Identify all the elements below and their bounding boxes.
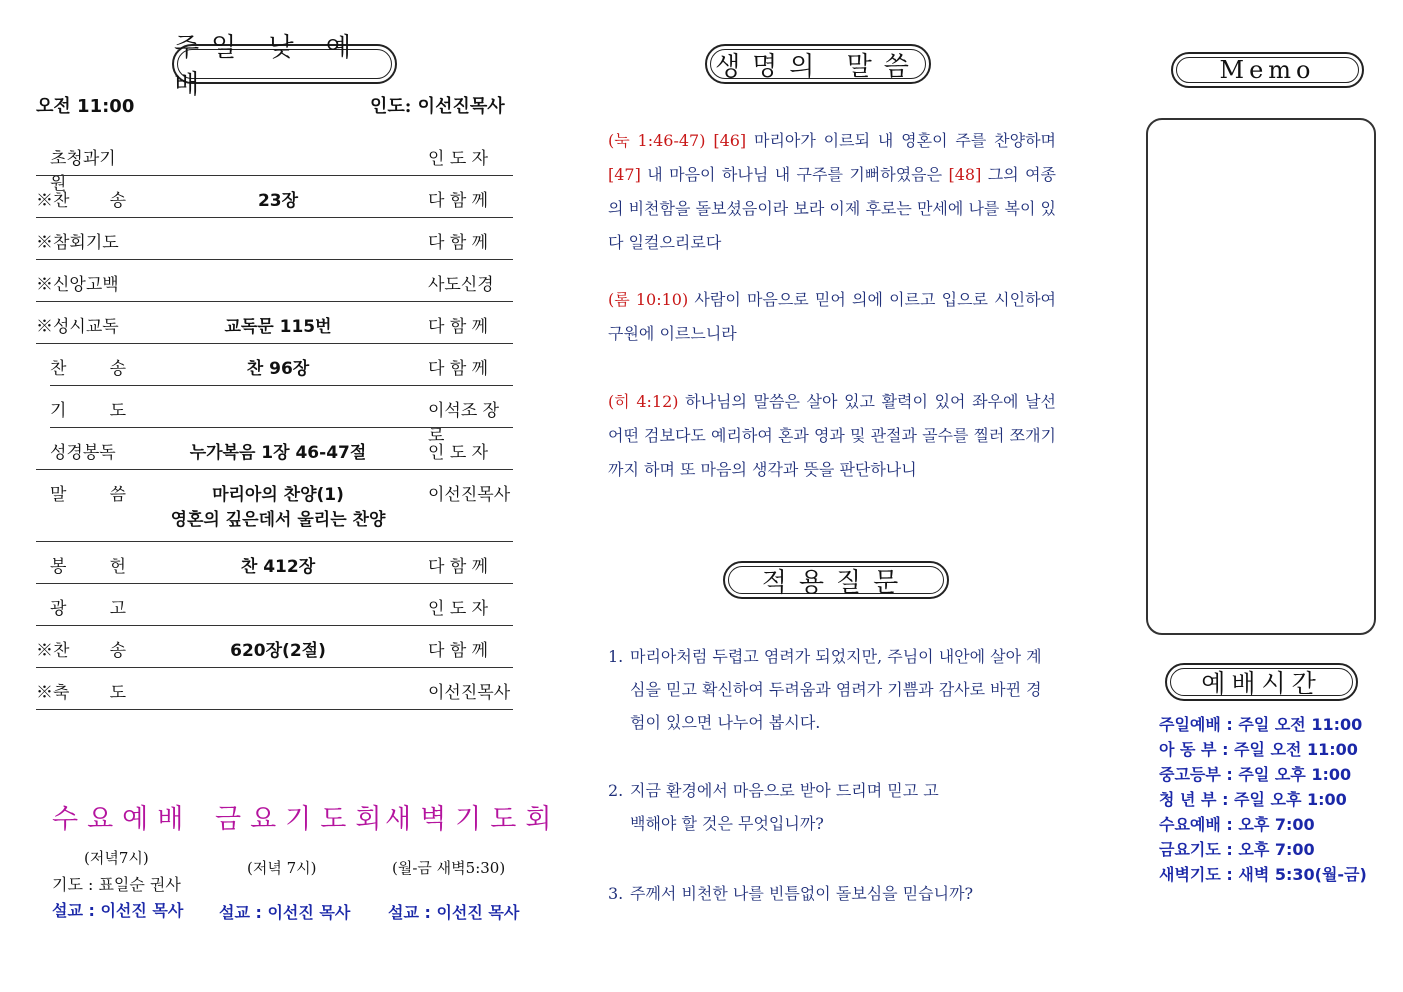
question-num: 2. xyxy=(608,781,624,800)
service-row xyxy=(36,386,513,446)
service-row-label: ※신앙고백 xyxy=(36,275,119,295)
service-row-label: 성경봉독 xyxy=(50,443,116,463)
wed-time: (저녁7시) xyxy=(84,849,149,867)
question-text: 지금 환경에서 마음으로 받아 드리며 믿고 고백해야 할 것은 무엇입니까? xyxy=(630,781,939,833)
verse-ref: (히 4:12) xyxy=(608,392,679,411)
service-row-item: 찬 96장 xyxy=(246,359,310,379)
service-row-label: 봉 헌 xyxy=(50,557,126,577)
wed-title: 수요예배 xyxy=(52,804,193,835)
service-row-person: 다 함 께 xyxy=(428,359,489,379)
service-row-person: 다 함 께 xyxy=(428,557,489,577)
service-row xyxy=(36,176,513,218)
verse-text: 그의 여종의 비천함을 돌보셨음이라 보라 이제 후로는 만세에 나를 복이 있다 일컬으리로다 xyxy=(608,165,1056,252)
service-row-label: ※찬 송 xyxy=(36,191,126,211)
dawn-time: (월-금 새벽5:30) xyxy=(392,859,506,877)
service-row-person: 다 함 께 xyxy=(428,233,489,253)
question-2 xyxy=(608,774,1056,840)
service-row-label: 찬 송 xyxy=(50,359,126,379)
time-item: 아 동 부 : 주일 오전 11:00 xyxy=(1159,740,1358,759)
service-row-person: 다 함 께 xyxy=(428,641,489,661)
service-row-label: ※찬 송 xyxy=(36,641,126,661)
verse-hebrews xyxy=(608,385,1056,487)
service-row-person: 인 도 자 xyxy=(428,443,489,463)
service-row xyxy=(36,428,513,470)
memo-title-banner xyxy=(1171,52,1364,88)
times-title: 예배시간 xyxy=(1201,669,1322,698)
verse-ref: (롬 10:10) xyxy=(608,290,689,309)
service-row xyxy=(36,302,513,344)
apply-title: 적용질문 xyxy=(761,567,911,598)
times-title-banner xyxy=(1165,663,1358,701)
service-row-label: 기 도 xyxy=(50,401,126,421)
question-3 xyxy=(608,877,1056,910)
service-title-banner xyxy=(172,33,397,100)
memo-title: Memo xyxy=(1219,56,1316,84)
service-row xyxy=(36,626,513,668)
service-row-item: 누가복음 1장 46-47절 xyxy=(189,443,367,463)
fri-title: 금요기도회 xyxy=(215,804,391,835)
service-row-person: 인 도 자 xyxy=(428,599,489,619)
service-leader: 인도: 이선진목사 xyxy=(370,96,505,117)
service-row xyxy=(36,542,513,584)
verse-text: 하나님의 말씀은 살아 있고 활력이 있어 좌우에 날선 어떤 검보다도 예리하여 혼과 영과 및 관절과 골수를 찔러 쪼개기까지 하며 또 마음의 생각과 뜻을 판단하나니 xyxy=(608,392,1057,479)
service-row-person: 인 도 자 xyxy=(428,149,489,169)
question-num: 1. xyxy=(608,647,624,666)
verse-num: [46] xyxy=(713,131,747,150)
verse-text: 사람이 마음으로 믿어 의에 이르고 입으로 시인하여 구원에 이르느니라 xyxy=(608,290,1057,343)
question-1 xyxy=(608,640,1056,739)
service-row-item: 마리아의 찬양(1) 영혼의 깊은데서 울리는 찬양 xyxy=(170,485,386,530)
verse-ref: (눅 1:46-47) xyxy=(608,131,706,150)
service-row-label: 말 씀 xyxy=(50,485,126,505)
service-row-label: 광 고 xyxy=(50,599,126,619)
time-item: 청 년 부 : 주일 오후 1:00 xyxy=(1159,790,1347,809)
service-row xyxy=(36,134,513,194)
service-row xyxy=(36,218,513,260)
worship-times xyxy=(1159,712,1367,887)
service-row-person: 사도신경 xyxy=(428,275,494,295)
service-row-person: 이선진목사 xyxy=(428,485,511,505)
verse-text: 마리아가 이르되 내 영혼이 주를 찬양하며 xyxy=(746,131,1056,150)
dawn-sermon: 설교 : 이선진 목사 xyxy=(388,903,520,922)
service-row xyxy=(36,584,513,626)
service-row-label: 초청과기원 xyxy=(50,149,116,194)
memo-box xyxy=(1146,118,1376,635)
wed-sermon: 설교 : 이선진 목사 xyxy=(52,901,184,920)
verse-luke xyxy=(608,124,1056,260)
service-row-person: 이석조 장로 xyxy=(428,401,500,446)
service-time: 오전 11:00 xyxy=(36,96,135,117)
service-row-label: ※축 도 xyxy=(36,683,126,703)
service-row-label: ※성시교독 xyxy=(36,317,119,337)
verse-num: [48] xyxy=(948,165,982,184)
apply-title-banner xyxy=(723,561,949,599)
verse-num: [47] xyxy=(608,165,641,184)
word-title-banner xyxy=(705,44,931,84)
service-row-label: ※참회기도 xyxy=(36,233,119,253)
verse-text: 내 마음이 하나님 내 구주를 기뻐하였음은 xyxy=(640,165,949,184)
service-row-person: 다 함 께 xyxy=(428,317,489,337)
time-item: 새벽기도 : 새벽 5:30(월-금) xyxy=(1159,865,1367,884)
service-row-item: 교독문 115번 xyxy=(224,317,332,337)
verse-romans xyxy=(608,283,1056,351)
service-row-item: 23장 xyxy=(257,191,299,211)
dawn-title: 새벽기도회 xyxy=(385,804,561,835)
fri-time: (저녁 7시) xyxy=(247,859,317,877)
service-row xyxy=(36,344,513,386)
service-title: 주일 낮 예배 xyxy=(174,33,363,100)
service-row-person: 이선진목사 xyxy=(428,683,511,703)
question-text: 마리아처럼 두렵고 염려가 되었지만, 주님이 내안에 살아 계심을 믿고 확신하여 두려움과 염려가 기쁨과 감사로 바뀐 경험이 있으면 나누어 봅시다. xyxy=(630,647,1042,732)
wed-prayer: 기도 : 표일순 권사 xyxy=(52,875,181,894)
service-row-item: 620장(2절) xyxy=(230,641,326,661)
time-item: 중고등부 : 주일 오후 1:00 xyxy=(1159,765,1352,784)
service-row xyxy=(36,668,513,710)
service-row-item: 찬 412장 xyxy=(240,557,316,577)
time-item: 수요예배 : 오후 7:00 xyxy=(1159,815,1315,834)
service-row xyxy=(36,470,513,542)
service-row-person: 다 함 께 xyxy=(428,191,489,211)
service-row xyxy=(36,260,513,302)
time-item: 주일예배 : 주일 오전 11:00 xyxy=(1159,715,1363,734)
question-num: 3. xyxy=(608,884,624,903)
fri-sermon: 설교 : 이선진 목사 xyxy=(219,903,351,922)
time-item: 금요기도 : 오후 7:00 xyxy=(1159,840,1315,859)
question-text: 주께서 비천한 나를 빈틈없이 돌보심을 믿습니까? xyxy=(630,884,974,903)
word-title: 생명의 말씀 xyxy=(715,51,921,82)
